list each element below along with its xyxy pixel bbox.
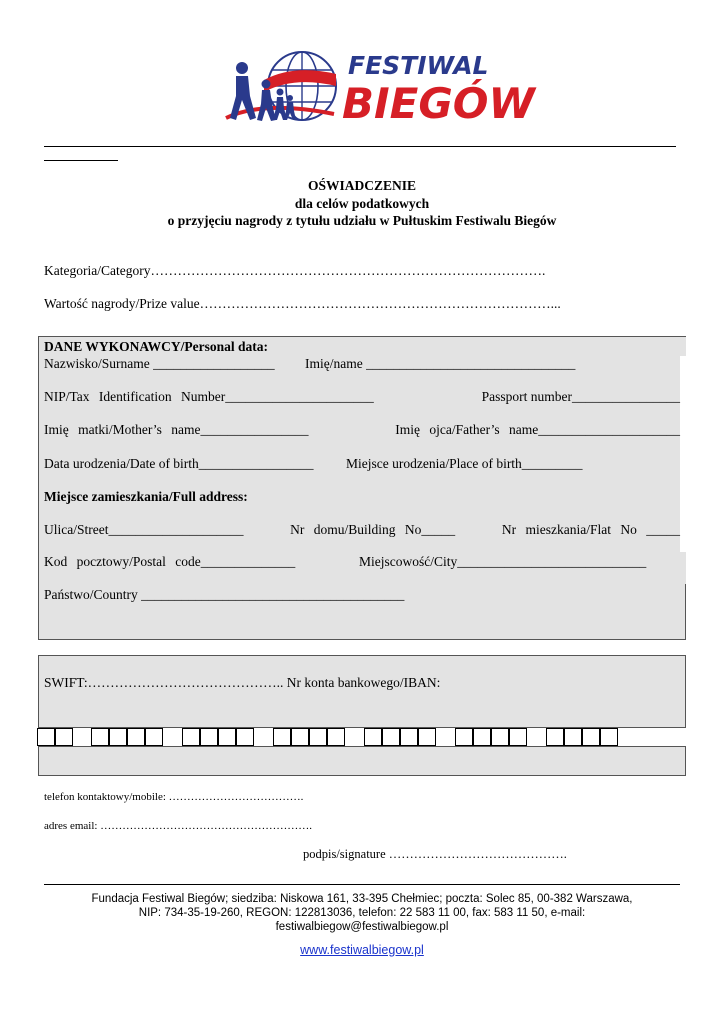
street-row bbox=[44, 522, 680, 538]
svg-text:FESTIWAL: FESTIWAL bbox=[348, 51, 489, 80]
footer-separator bbox=[44, 884, 680, 885]
mother-name-field[interactable]: Imię matki/Mother’s name________________ bbox=[44, 422, 309, 437]
iban-cell[interactable] bbox=[127, 728, 145, 746]
postal-code-field[interactable]: Kod pocztowy/Postal code______________ bbox=[44, 554, 296, 569]
passport-field[interactable]: Passport number________________ bbox=[481, 389, 680, 404]
footer-email: festiwalbiegow@festiwalbiegow.pl bbox=[275, 921, 449, 933]
country-field[interactable]: Państwo/Country _______________________________________ bbox=[44, 587, 405, 602]
separator-line bbox=[44, 146, 676, 147]
category-field[interactable]: Kategoria/Category……………………………………………………………………………. bbox=[44, 263, 546, 278]
iban-cell[interactable] bbox=[491, 728, 509, 746]
name-field[interactable]: Imię/name _______________________________ bbox=[305, 356, 576, 371]
iban-cell[interactable] bbox=[418, 728, 436, 746]
iban-cell[interactable] bbox=[564, 728, 582, 746]
bank-section-background bbox=[38, 655, 686, 728]
iban-cell[interactable] bbox=[218, 728, 236, 746]
section-left-border bbox=[38, 336, 39, 640]
address-heading: Miejsce zamieszkania/Full address: bbox=[44, 489, 248, 504]
personal-data-heading: DANE WYKONAWCY/Personal data: bbox=[44, 339, 269, 354]
iban-cell[interactable] bbox=[309, 728, 327, 746]
footer-address: Fundacja Festiwal Biegów; siedziba: Niskowa 161, 33-395 Chełmiec; poczta: Solec 85, 00-382 Warszawa, bbox=[91, 893, 633, 905]
footer-website-row bbox=[0, 941, 724, 959]
page-subtitle: dla celów podatkowych bbox=[294, 196, 430, 211]
iban-cell[interactable] bbox=[109, 728, 127, 746]
street-field[interactable]: Ulica/Street____________________ bbox=[44, 522, 244, 537]
website-link[interactable]: www.festiwalbiegow.pl bbox=[300, 943, 424, 957]
iban-cell[interactable] bbox=[182, 728, 200, 746]
iban-cell[interactable] bbox=[455, 728, 473, 746]
iban-cell[interactable] bbox=[400, 728, 418, 746]
bank-section-bottom bbox=[38, 746, 686, 776]
parents-row bbox=[44, 422, 680, 438]
swift-iban-label: SWIFT:…………………………………….. Nr konta bankowego/IBAN: bbox=[44, 675, 441, 690]
building-field[interactable]: Nr domu/Building No_____ bbox=[290, 522, 456, 537]
iban-cell[interactable] bbox=[37, 728, 55, 746]
separator-line-short bbox=[44, 160, 118, 161]
iban-cell[interactable] bbox=[236, 728, 254, 746]
iban-cell[interactable] bbox=[364, 728, 382, 746]
surname-field[interactable]: Nazwisko/Surname __________________ bbox=[44, 356, 275, 371]
section-top-border bbox=[38, 336, 686, 337]
footer-ids: NIP: 734-35-19-260, REGON: 122813036, telefon: 22 583 11 00, fax: 583 11 50, e-mail: bbox=[138, 907, 586, 919]
page-subtitle-2: o przyjęciu nagrody z tytułu udziału w Pułtuskim Festiwalu Biegów bbox=[167, 213, 557, 228]
runners-globe-icon bbox=[224, 40, 535, 132]
iban-cell[interactable] bbox=[273, 728, 291, 746]
flat-field[interactable]: Nr mieszkania/Flat No _____ bbox=[501, 522, 680, 537]
email-field[interactable]: adres email: …………………………………………………. bbox=[44, 820, 312, 832]
iban-cell[interactable] bbox=[91, 728, 109, 746]
iban-cell[interactable] bbox=[600, 728, 618, 746]
iban-cell[interactable] bbox=[291, 728, 309, 746]
page-title: OŚWIADCZENIE bbox=[307, 178, 417, 193]
iban-cell[interactable] bbox=[327, 728, 345, 746]
iban-cell[interactable] bbox=[473, 728, 491, 746]
iban-cell[interactable] bbox=[546, 728, 564, 746]
birth-date-field[interactable]: Data urodzenia/Date of birth_________________ bbox=[44, 456, 314, 471]
nip-field[interactable]: NIP/Tax Identification Number______________________ bbox=[44, 389, 374, 404]
birth-place-field[interactable]: Miejsce urodzenia/Place of birth_________ bbox=[346, 456, 583, 471]
signature-field[interactable]: podpis/signature ……………………………………. bbox=[303, 847, 567, 861]
svg-text:BIEGÓW: BIEGÓW bbox=[342, 79, 535, 128]
iban-cell[interactable] bbox=[509, 728, 527, 746]
father-name-field[interactable]: Imię ojca/Father’s name_____________________ bbox=[395, 422, 680, 437]
iban-cell[interactable] bbox=[200, 728, 218, 746]
tax-row bbox=[44, 389, 680, 405]
festival-logo bbox=[224, 40, 535, 132]
iban-cell[interactable] bbox=[582, 728, 600, 746]
iban-cell[interactable] bbox=[55, 728, 73, 746]
prize-value-field[interactable]: Wartość nagrody/Prize value……………………………………………………………………... bbox=[44, 296, 561, 311]
phone-field[interactable]: telefon kontaktowy/mobile: ………………………………. bbox=[44, 791, 304, 803]
city-field[interactable]: Miejscowość/City____________________________ bbox=[359, 554, 647, 569]
iban-cell[interactable] bbox=[145, 728, 163, 746]
iban-cell[interactable] bbox=[382, 728, 400, 746]
